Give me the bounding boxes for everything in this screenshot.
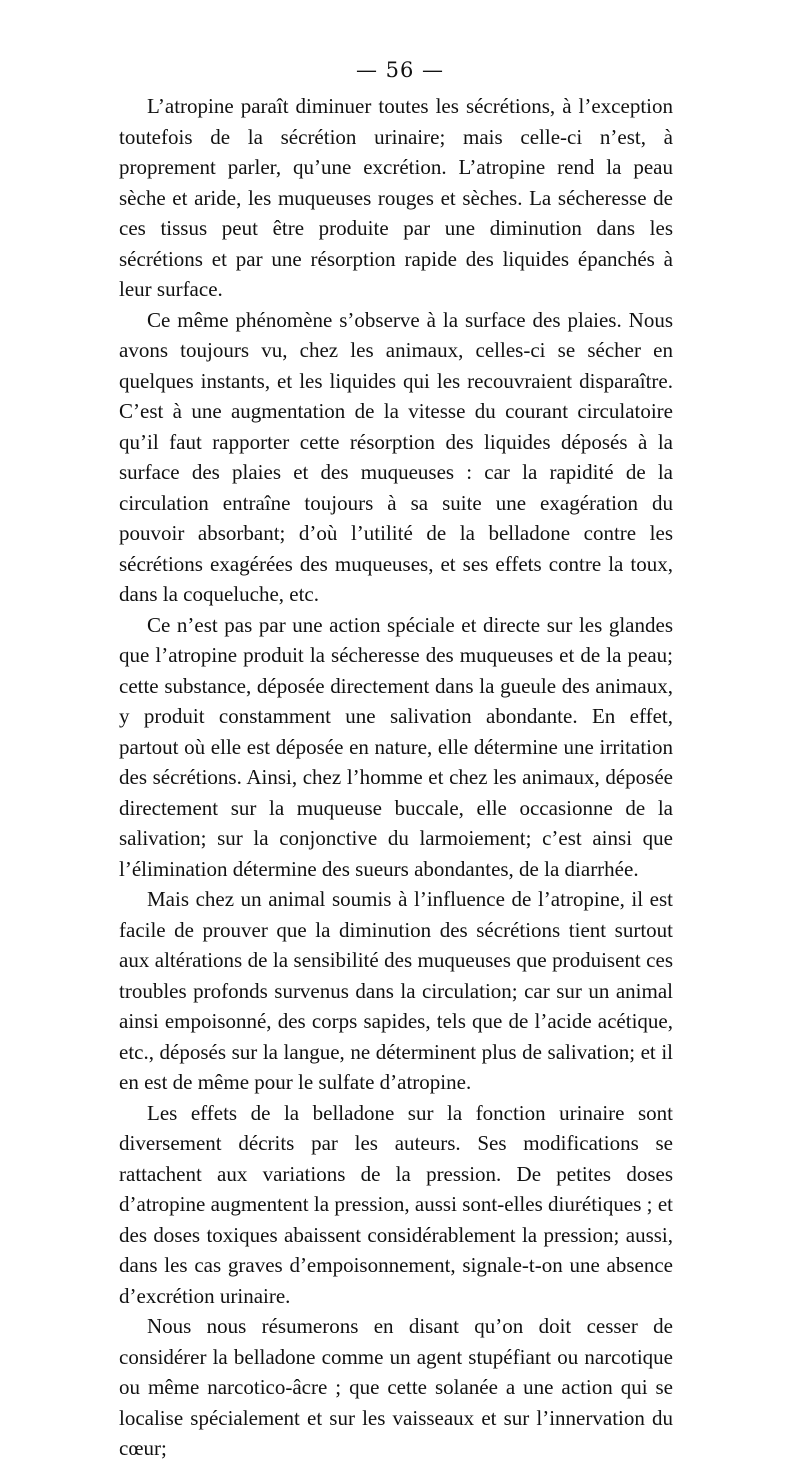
paragraph: Ce n’est pas par une action spéciale et directe sur les glandes que l’atropine produit la sécheresse des muqueuses et de la peau; cette substance, déposée directement dans la gueule des animaux, y produit constamment une salivation abondante. En effet, partout où elle est déposée en nature, elle détermine une irritation des sécrétions. Ainsi, chez l’homme et chez les animaux, déposée directement sur la muqueuse buccale, elle occasionne de la salivation; sur la conjonctive du larmoiement; c’est ainsi que l’élimination détermine des sueurs abondantes, de la diarrhée. — [119, 612, 673, 881]
paragraph: Ce même phénomène s’observe à la surface des plaies. Nous avons toujours vu, chez les animaux, celles-ci se sécher en quelques instants, et les liquides qui les recouvraient disparaître. C’est à une augmentation de la vitesse du courant circulatoire qu’il faut rapporter cette résorption des liquides déposés à la surface des plaies et des muqueuses : car la rapidité de la circulation entraîne toujours à sa suite une exagération du pouvoir absorbant; d’où l’utilité de la belladone contre les sécrétions exagérées des muqueuses, et ses effets contre la toux, dans la coqueluche, etc. — [119, 307, 673, 606]
paragraph: Mais chez un animal soumis à l’influence de l’atropine, il est facile de prouver que la diminution des sécrétions tient surtout aux altérations de la sensibilité des muqueuses que produisent ces troubles profonds survenus dans la circulation; car sur un animal ainsi empoisonné, des corps sapides, tels que de l’acide acétique, etc., déposés sur la langue, ne déterminent plus de salivation; et il en est de même pour le sulfate d’atropine. — [119, 887, 673, 1094]
body-text — [119, 91, 673, 1464]
paragraph: Nous nous résumerons en disant qu’on doit cesser de considérer la belladone comme un agent stupéfiant ou narcotique ou même narcotico-âcre ; que cette solanée a une action qui se localise spécialement et sur les vaisseaux et sur l’innervation du cœur; — [119, 1314, 673, 1460]
paragraph: Les effets de la belladone sur la fonction urinaire sont diversement décrits par les auteurs. Ses modifications se rattachent aux variations de la pression. De petites doses d’atropine augmentent la pression, aussi sont-elles diurétiques ; et des doses toxiques abaissent considérablement la pression; aussi, dans les cas graves d’empoisonnement, signale-t-on une absence d’excrétion urinaire. — [119, 1100, 673, 1308]
paragraph: L’atropine paraît diminuer toutes les sécrétions, à l’exception toutefois de la sécrétion urinaire; mais celle-ci n’est, à proprement parler, qu’une excrétion. L’atropine rend la peau sèche et aride, les muqueuses rouges et sèches. La sécheresse de ces tissus peut être produite par une diminution dans les sécrétions et par une résorption rapide des liquides épanchés à leur surface. — [119, 94, 673, 301]
page-number: — 56 — — [355, 58, 445, 82]
